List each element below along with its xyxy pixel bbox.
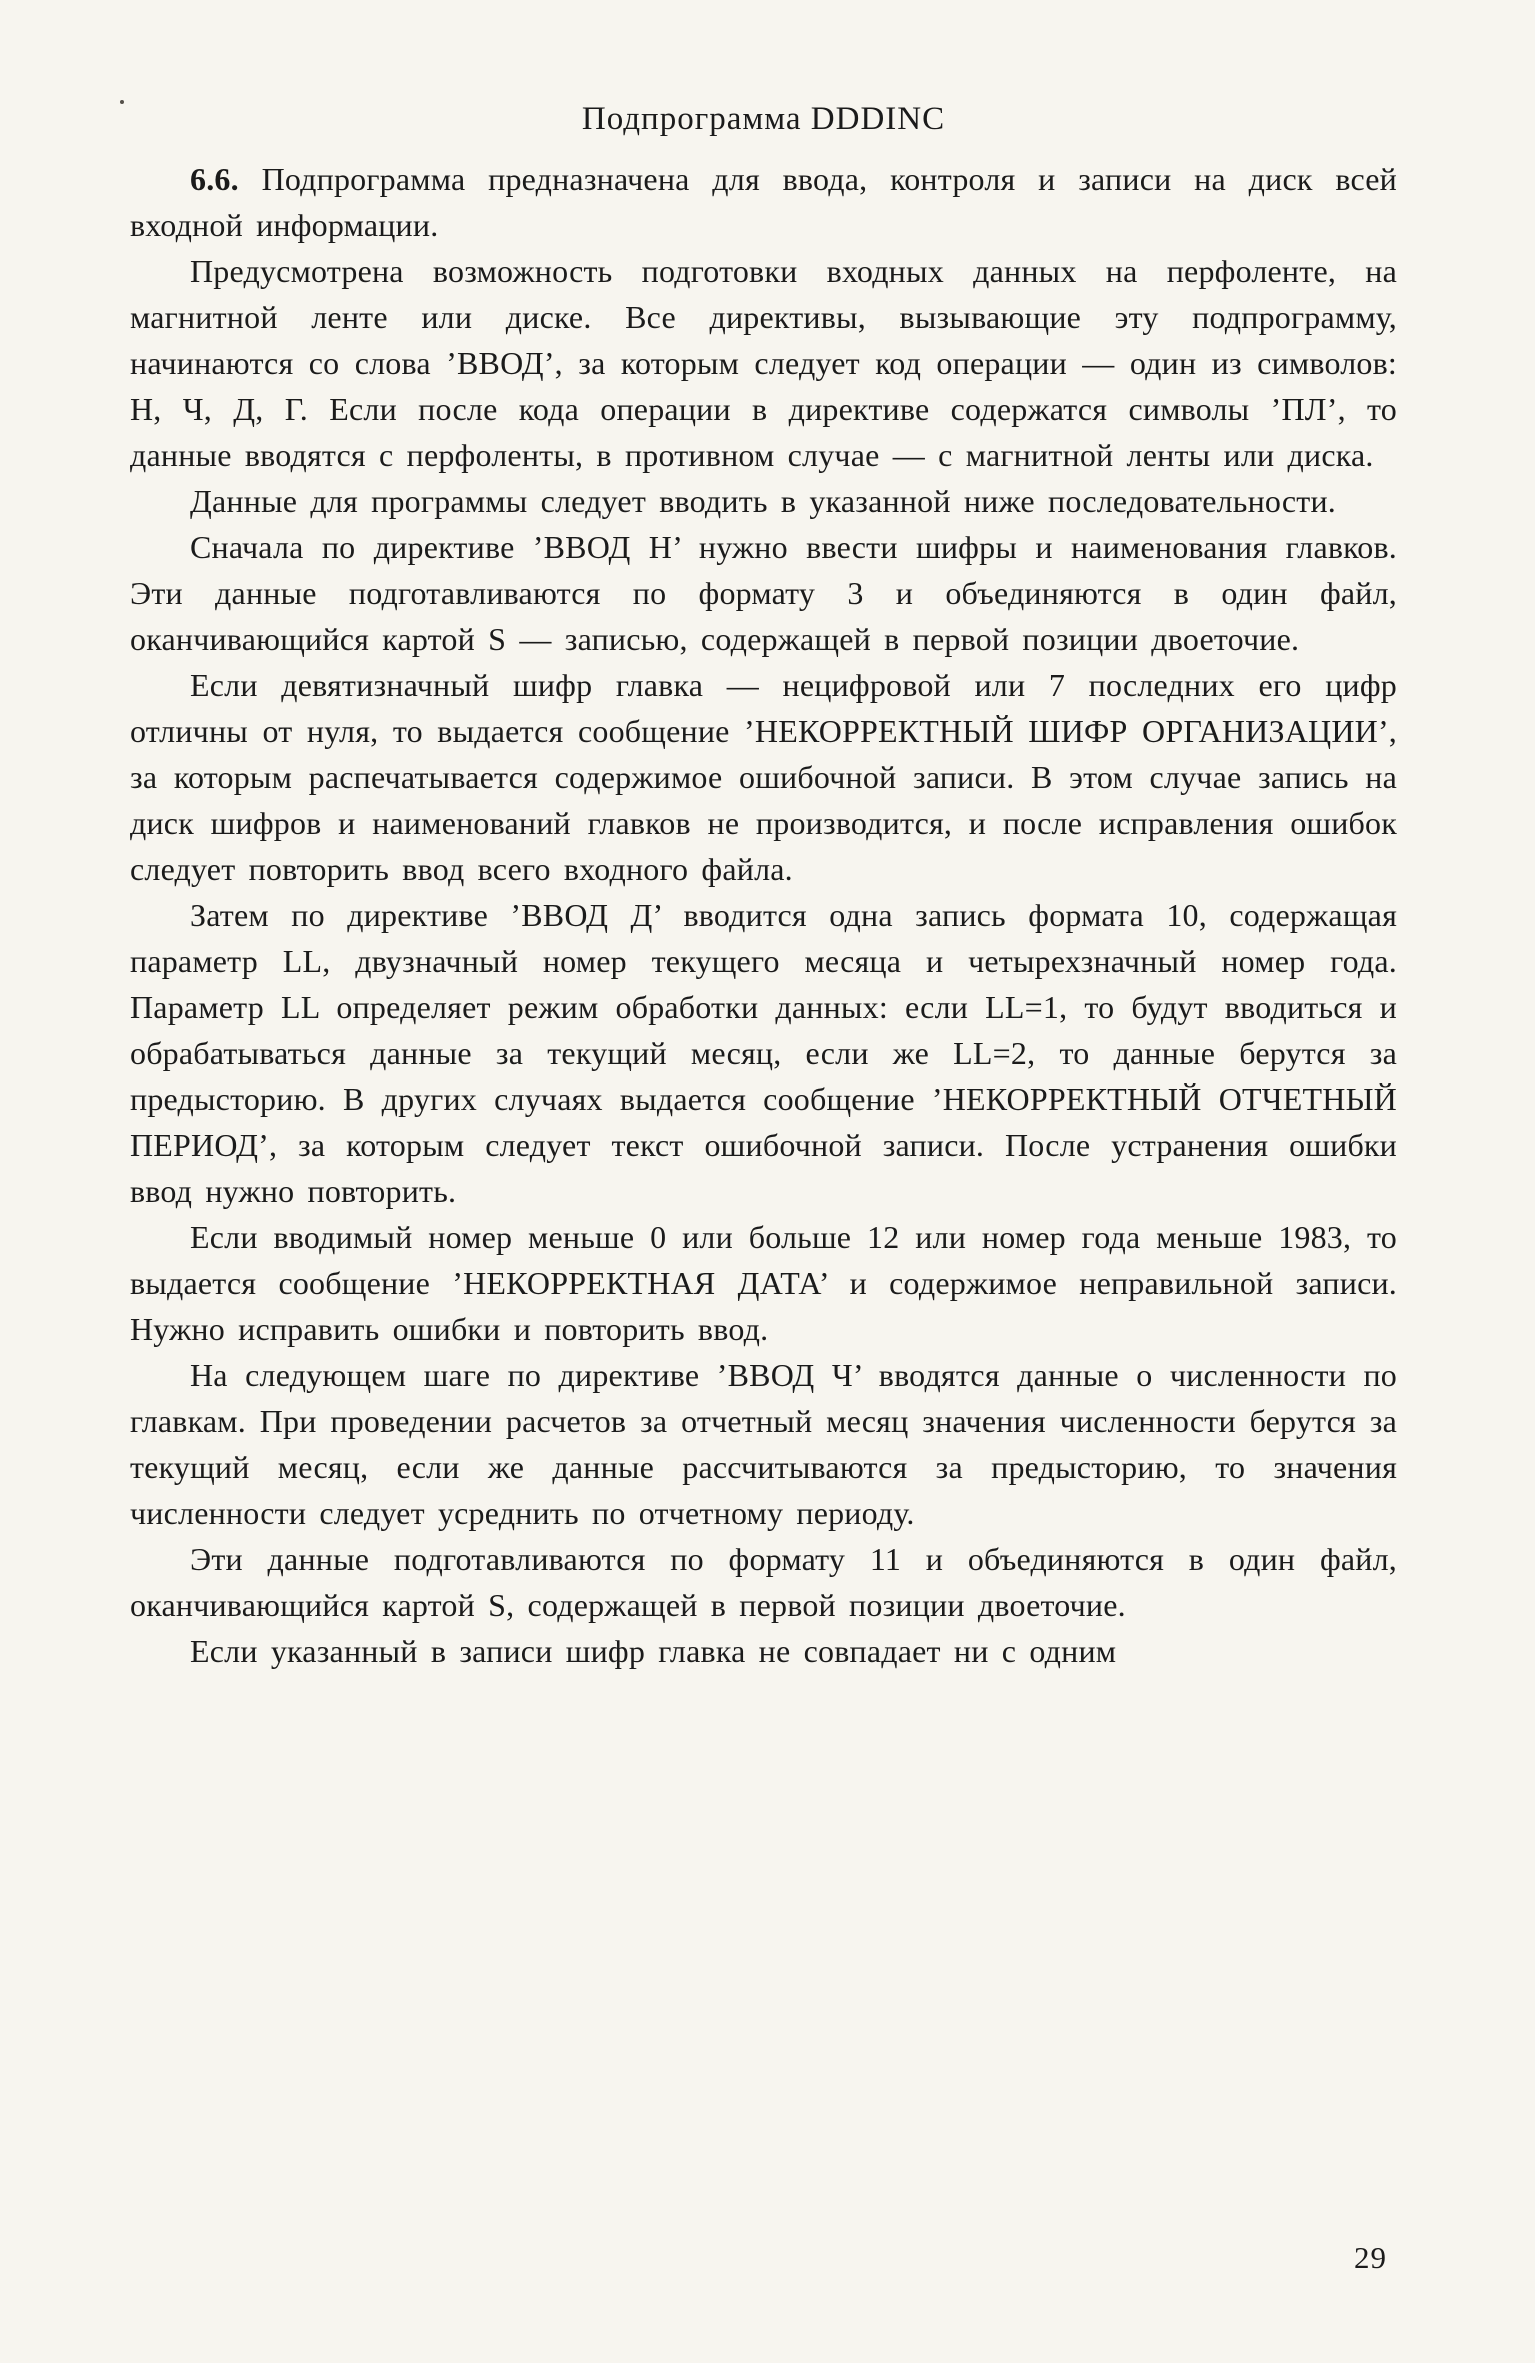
page-number: 29 <box>1354 2240 1387 2275</box>
paragraph: Если вводимый номер меньше 0 или больше 12 или номер года меньше 1983, то выдается сообщение ’НЕКОРРЕКТНАЯ ДАТА’ и содержимое неправильной записи. Нужно исправить ошибки и повторить ввод. <box>130 1219 1397 1347</box>
paragraph: Эти данные подготавливаются по формату 11 и объединяются в один файл, оканчивающийся картой S, содержащей в первой позиции двоеточие. <box>130 1541 1397 1623</box>
paragraph: Предусмотрена возможность подготовки входных данных на перфоленте, на магнитной ленте или диске. Все директивы, вызывающие эту подпрограмму, начинаются со слова ’ВВОД’, за которым следует код операции — один из символов: Н, Ч, Д, Г. Если после кода операции в директиве содержатся символы ’ПЛ’, то данные вводятся с перфоленты, в противном случае — с магнитной ленты или диска. <box>130 253 1397 473</box>
paragraph: Если девятизначный шифр главка — нецифровой или 7 последних его цифр отличны от нуля, то выдается сообщение ’НЕКОРРЕКТНЫЙ ШИФР ОРГАНИЗАЦИИ’, за которым распечатывается содержимое ошибочной записи. В этом случае запись на диск шифров и наименований главков не производится, и после исправления ошибок следует повторить ввод всего входного файла. <box>130 667 1397 887</box>
paragraph: Данные для программы следует вводить в указанной ниже последовательности. <box>190 483 1337 519</box>
paragraph <box>130 156 1397 248</box>
page-title: Подпрограмма DDDINC <box>581 101 946 137</box>
section-number: 6.6. <box>190 161 239 197</box>
paragraph: Если указанный в записи шифр главка не совпадает ни с одним <box>190 1633 1117 1669</box>
paragraph-text: Подпрограмма предназначена для ввода, контроля и записи на диск всей входной информации. <box>130 161 1397 243</box>
paragraph: Сначала по директиве ’ВВОД Н’ нужно ввести шифры и наименования главков. Эти данные подготавливаются по формату 3 и объединяются в один файл, оканчивающийся картой S — записью, содержащей в первой позиции двоеточие. <box>130 529 1397 657</box>
paragraph: Затем по директиве ’ВВОД Д’ вводится одна запись формата 10, содержащая параметр LL, двузначный номер текущего месяца и четырехзначный номер года. Параметр LL определяет режим обработки данных: если LL=1, то будут вводиться и обрабатываться данные за текущий месяц, если же LL=2, то данные берутся за предысторию. В других случаях выдается сообщение ’НЕКОРРЕКТНЫЙ ОТЧЕТНЫЙ ПЕРИОД’, за которым следует текст ошибочной записи. После устранения ошибки ввод нужно повторить. <box>130 897 1397 1209</box>
scan-artifact-dot <box>120 100 124 104</box>
paragraph: На следующем шаге по директиве ’ВВОД Ч’ вводятся данные о численности по главкам. При проведении расчетов за отчетный месяц значения численности берутся за текущий месяц, если же данные рассчитываются за предысторию, то значения численности следует усреднить по отчетному периоду. <box>130 1357 1397 1531</box>
